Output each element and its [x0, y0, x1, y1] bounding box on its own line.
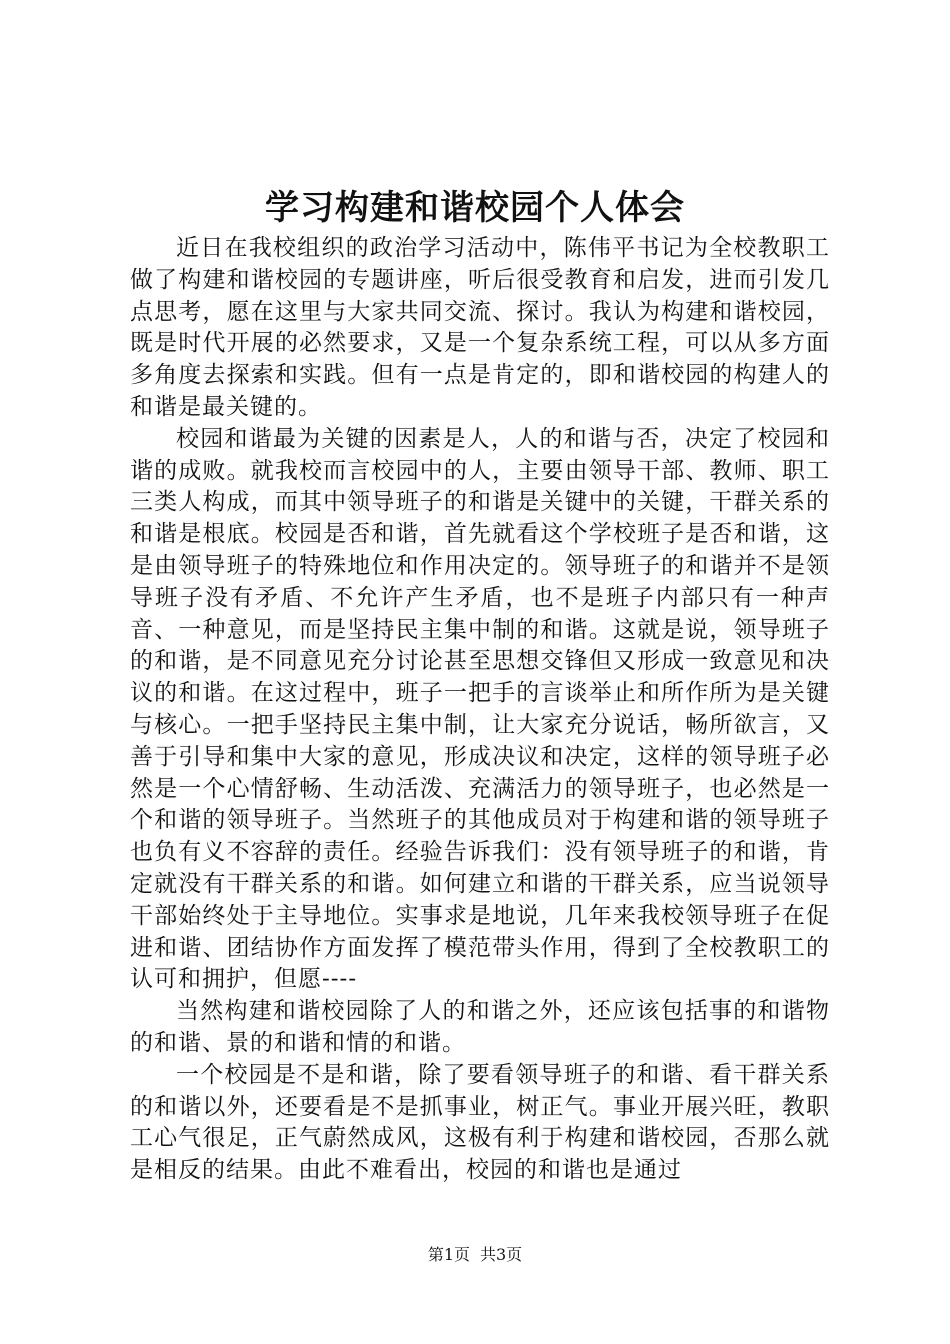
document-body	[130, 233, 830, 1187]
paragraph-3: 当然构建和谐校园除了人的和谐之外，还应该包括事的和谐物的和谐、景的和谐和情的和谐。	[130, 998, 830, 1056]
document-title: 学习构建和谐校园个人体会	[265, 188, 685, 228]
paragraph-1: 近日在我校组织的政治学习活动中，陈伟平书记为全校教职工做了构建和谐校园的专题讲座，听后很受教育和启发，进而引发几点思考，愿在这里与大家共同交流、探讨。我认为构建和谐校园，既是时代开展的必然要求，又是一个复杂系统工程，可以从多方面多角度去探索和实践。但有一点是肯定的，即和谐校园的构建人的和谐是最关键的。	[130, 235, 830, 420]
page-footer	[0, 1244, 950, 1266]
paragraph-2: 校园和谐最为关键的因素是人，人的和谐与否，决定了校园和谐的成败。就我校而言校园中的人，主要由领导干部、教师、职工三类人构成，而其中领导班子的和谐是关键中的关键，干群关系的和谐是根底。校园是否和谐，首先就看这个学校班子是否和谐，这是由领导班子的特殊地位和作用决定的。领导班子的和谐并不是领导班子没有矛盾、不允许产生矛盾，也不是班子内部只有一种声音、一种意见，而是坚持民主集中制的和谐。这就是说，领导班子的和谐，是不同意见充分讨论甚至思想交锋但又形成一致意见和决议的和谐。在这过程中，班子一把手的言谈举止和所作所为是关键与核心。一把手坚持民主集中制，让大家充分说话，畅所欲言，又善于引导和集中大家的意见，形成决议和决定，这样的领导班子必然是一个心情舒畅、生动活泼、充满活力的领导班子，也必然是一个和谐的领导班子。当然班子的其他成员对于构建和谐的领导班子也负有义不容辞的责任。经验告诉我们：没有领导班子的和谐，肯定就没有干群关系的和谐。如何建立和谐的干群关系，应当说领导干部始终处于主导地位。实事求是地说，几年来我校领导班子在促进和谐、团结协作方面发挥了模范带头作用，得到了全校教职工的认可和拥护，但愿----	[130, 425, 830, 993]
page-number: 第1页	[427, 1245, 470, 1264]
paragraph-4: 一个校园是不是和谐，除了要看领导班子的和谐、看干群关系的和谐以外，还要看是不是抓事业，树正气。事业开展兴旺，教职工心气很足，正气蔚然成风，这极有利于构建和谐校园，否那么就是相反的结果。由此不难看出，校园的和谐也是通过	[130, 1061, 830, 1184]
page-total: 共3页	[480, 1245, 523, 1264]
